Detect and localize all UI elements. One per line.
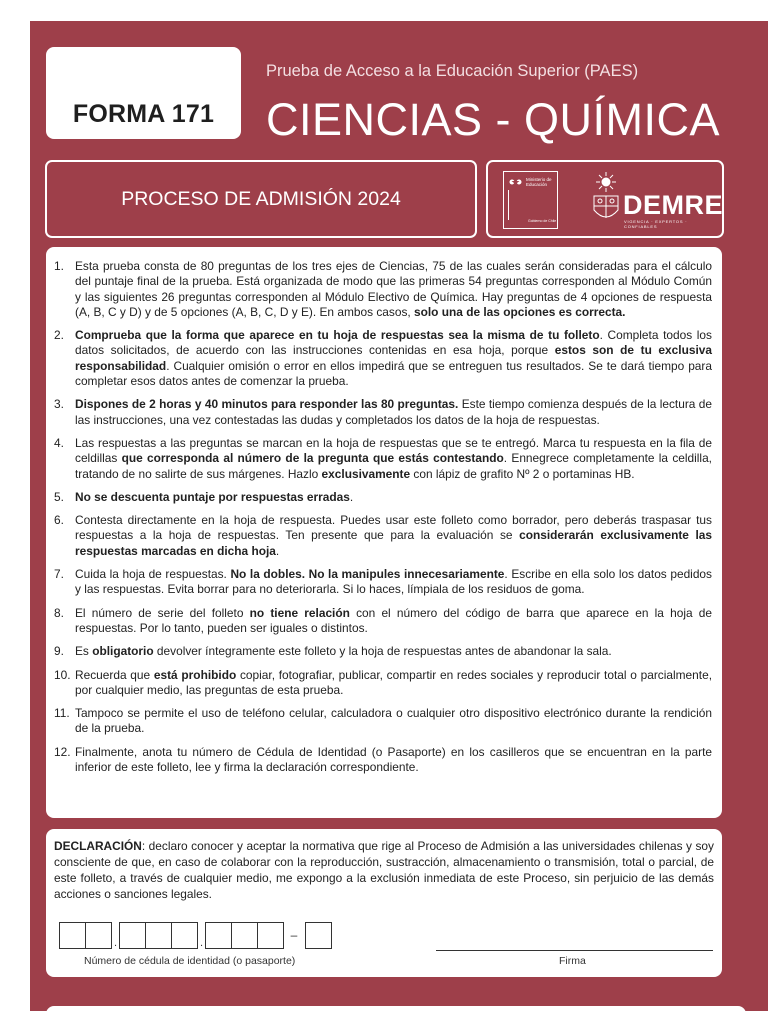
instruction-item [54,490,712,505]
instruction-fragment: Esta prueba consta de 80 preguntas de los tres ejes de Ciencias, 75 de las cuales serán consideradas para el cálculo del puntaje final de la prueba. Está organizada de modo que las primeras 54 preguntas corresponden al Módulo Común y las siguientes 26 preguntas corresponden al Módulo Electivo de Química. Hay preguntas de 4 opciones de respuesta (A, B, C y D) y de 5 opciones (A, B, C, D y E). En ambos casos, [75,259,712,319]
instruction-emphasis: no tiene relación [249,605,350,620]
instruction-fragment: El número de serie del folleto [75,605,250,620]
instruction-emphasis: que corresponda al número de la pregunta que estás contestando [121,451,504,466]
demre-tagline: VIGENCIA · EXPERTOS · CONFIABLES [624,219,688,229]
instruction-item [54,668,712,699]
declaration-body: : declaro conocer y aceptar la normativa que rige al Proceso de Admisión a las universidades chilenas y soy consciente de que, en caso de colaborar con la reproducción, sustracción, almacenamiento o transmisión, total o parcial, de este folleto, a través de cualquier medio, me expongo a la exclusión inmediata de este Proceso, sin perjuicio de las demás acciones o sanciones legales. [54,839,714,901]
id-digit-box[interactable] [257,922,284,949]
demre-logo-word: DEMRE [623,190,724,220]
declaration-text [54,838,714,902]
instruction-number: 1. [54,259,64,273]
instruction-number: 9. [54,644,64,659]
instruction-fragment: Cuida la hoja de respuestas. [75,567,231,582]
gobierno-text: Gobierno de Chile [528,219,557,223]
instruction-emphasis: No se descuenta puntaje por respuestas erradas [75,489,350,504]
instruction-fragment: Finalmente, anota tu número de Cédula de Identidad (o Pasaporte) en los casilleros que se encuentran en la parte inferior de este folleto, lee y firma la declaración correspondiente. [75,744,712,775]
id-digit-box[interactable] [59,922,86,949]
instruction-number: 3. [54,397,64,412]
instruction-text [75,436,712,482]
instruction-item [54,567,712,598]
id-digit-box[interactable] [171,922,198,949]
instruction-number: 2. [54,328,64,343]
id-digit-box[interactable] [85,922,112,949]
instruction-item [54,436,712,482]
instruction-fragment: Este tiempo comienza después de la lectura de las instrucciones, una vez contestadas las dudas y completados los datos de la hoja de respuestas. [75,397,713,427]
id-separator-dot: . [199,937,204,949]
id-separator-dot: . [113,937,118,949]
declaration-label: DECLARACIÓN [54,839,142,853]
instruction-fragment: . [275,543,280,558]
instruction-fragment: . Escribe en ella solo los datos pedidos y las respuestas. Evita borrar para no deteriorarla. Si lo haces, límpiala de los residuos de goma. [75,567,712,597]
test-title: CIENCIAS - QUÍMICA [266,94,721,145]
instruction-emphasis: obligatorio [92,644,154,659]
mineduc-text: Ministerio de Educación [526,177,552,187]
declaration-panel [46,829,722,977]
page-edge-top [46,0,746,20]
signature-line[interactable] [436,950,713,951]
instruction-number: 4. [54,435,64,450]
instruction-item [54,259,712,320]
instruction-number: 6. [54,513,64,528]
instruction-emphasis: Dispones de 2 horas y 40 minutos para responder las 80 preguntas. [75,397,459,412]
instruction-fragment: con el número del código de barra que aparece en la hoja de respuestas. Por lo tanto, pueden ser iguales o distintos. [75,605,712,635]
instructions-list [46,247,722,775]
page-edge-bottom [46,1006,746,1026]
id-check-digit-box[interactable] [305,922,332,949]
instruction-item [54,328,712,389]
logos-box [486,160,724,238]
instruction-emphasis: considerarán exclusivamente las respuestas marcadas en dicha hoja [75,528,713,558]
id-digit-box[interactable] [205,922,232,949]
instruction-emphasis: Comprueba que la forma que aparece en tu hoja de respuestas sea la misma de tu folleto [75,328,600,343]
instruction-fragment: Tampoco se permite el uso de teléfono celular, calculadora o cualquier otro dispositivo electrónico durante la rendición de la prueba. [75,706,712,736]
instruction-fragment: Es [75,644,93,659]
forma-number: FORMA 171 [72,99,215,128]
id-digit-box[interactable] [231,922,258,949]
instruction-number: 8. [54,605,64,620]
instruction-fragment: . Cualquier omisión o error en ellos impedirá que se entreguen tus resultados. Se te dará tiempo para completar esos datos antes de comenzar la prueba. [75,358,712,389]
instruction-text [75,513,712,559]
instruction-item [54,745,712,776]
instruction-text [75,668,712,699]
id-separator-dash: – [290,928,298,942]
mineduc-bar [508,190,515,220]
instruction-emphasis: exclusivamente [321,466,411,481]
instruction-emphasis: estos son de tu exclusiva responsabilidad [75,343,712,373]
proceso-label: PROCESO DE ADMISIÓN 2024 [121,187,401,210]
test-subtitle: Prueba de Acceso a la Educación Superior (PAES) [266,62,639,80]
instruction-text [75,745,712,776]
instruction-text [75,397,712,428]
forma-box [46,47,241,139]
instruction-number: 7. [54,567,64,582]
instruction-emphasis: está prohibido [153,667,237,682]
instruction-text [75,644,712,659]
instruction-text [75,606,712,637]
proceso-box [45,160,477,238]
instruction-text [75,328,712,389]
instruction-fragment: . Completa todos los datos solicitados, de acuerdo con las instrucciones contenidas en esa hoja, porque [75,328,712,358]
instruction-text [75,490,712,505]
instruction-text [75,706,712,737]
instruction-fragment: . [349,489,354,504]
instruction-text [75,567,712,598]
id-digit-box[interactable] [145,922,172,949]
instruction-fragment: con lápiz de grafito Nº 2 o portaminas HB. [410,466,635,481]
instruction-number: 10. [54,667,71,682]
demre-emblem-icon [590,170,622,228]
instruction-item [54,644,712,659]
instruction-emphasis: No la dobles. No la manipules innecesariamente [230,567,505,582]
instruction-fragment: Las respuestas a las preguntas se marcan en la hoja de respuestas que se te entregó. Marca tu respuesta en la fila de celdillas [75,435,712,466]
instruction-item [54,606,712,637]
signature-label: Firma [559,955,586,967]
instruction-fragment: devolver íntegramente este folleto y la hoja de respuestas antes de abandonar la sala. [153,644,612,659]
instruction-number: 12. [54,744,71,759]
instruction-fragment: Recuerda que [75,667,154,682]
instruction-text [75,259,712,320]
chile-shield-icon [508,176,523,189]
instruction-item [54,397,712,428]
instruction-number: 11. [54,706,70,721]
instruction-item [54,513,712,559]
instruction-emphasis: solo una de las opciones es correcta. [414,304,626,319]
instruction-item [54,706,712,737]
instruction-number: 5. [54,489,64,504]
mineduc-logo [503,171,558,229]
instructions-panel [46,247,722,818]
instruction-fragment: copiar, fotografiar, publicar, compartir en redes sociales y reproducir total o parcialmente, por cualquier medio, las preguntas de esta prueba. [75,667,712,697]
id-digit-box[interactable] [119,922,146,949]
id-number-boxes [59,922,331,949]
instruction-fragment: . Ennegrece completamente la celdilla, tratando de no salirte de sus márgenes. Hazlo [75,451,712,481]
instruction-fragment: Contesta directamente en la hoja de respuesta. Puedes usar este folleto como borrador, pero deberás traspasar tus respuestas a la hoja de respuestas. Ten presente que para la evaluación se [75,513,712,543]
id-number-label: Número de cédula de identidad (o pasaporte) [84,955,296,967]
